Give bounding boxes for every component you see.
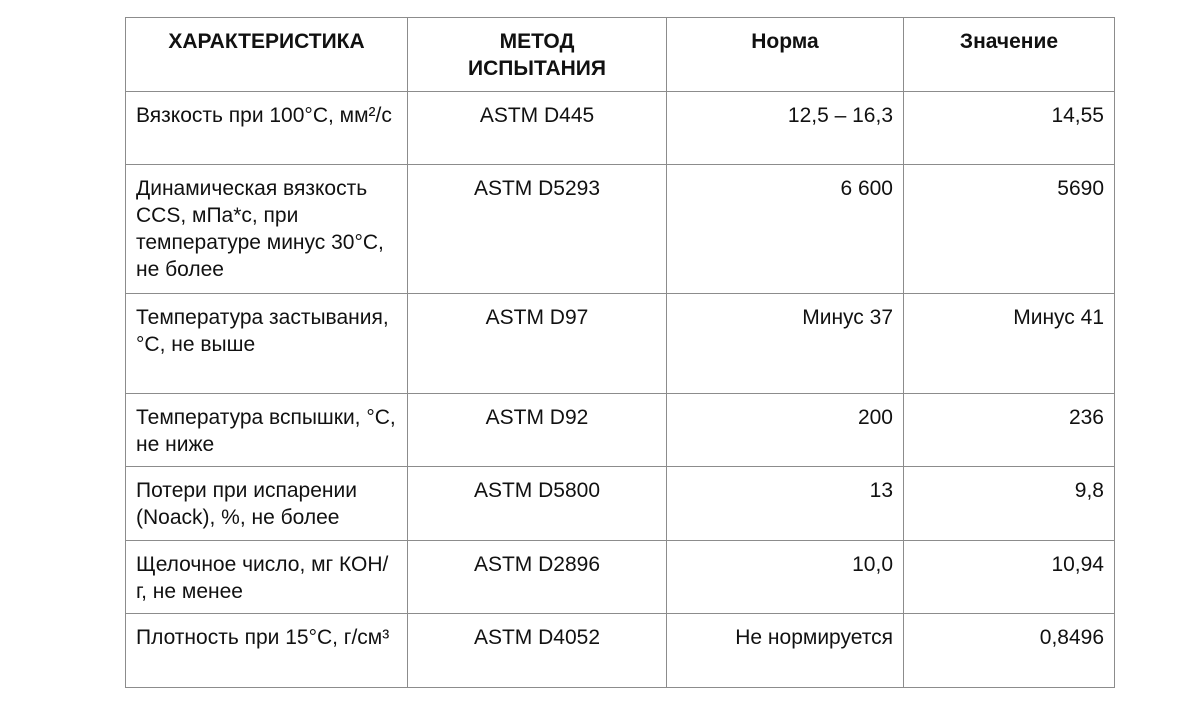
cell-value: 236: [904, 394, 1115, 467]
cell-value: 14,55: [904, 92, 1115, 165]
cell-norm: 200: [667, 394, 904, 467]
cell-test-method: ASTM D92: [408, 394, 667, 467]
header-test-method-line2: ИСПЫТАНИЯ: [468, 57, 606, 80]
cell-test-method: ASTM D4052: [408, 614, 667, 688]
cell-value: 10,94: [904, 541, 1115, 614]
cell-value: 5690: [904, 165, 1115, 294]
cell-value: 9,8: [904, 467, 1115, 541]
cell-value: Минус 41: [904, 294, 1115, 394]
header-norm: Норма: [667, 18, 904, 92]
cell-characteristic: Температура застывания, °С, не выше: [126, 294, 408, 394]
table-row: [126, 467, 1115, 541]
table-row: [126, 614, 1115, 688]
specifications-table: [125, 17, 1115, 688]
cell-characteristic: Плотность при 15°С, г/см³: [126, 614, 408, 688]
cell-value: 0,8496: [904, 614, 1115, 688]
cell-test-method: ASTM D97: [408, 294, 667, 394]
table-row: [126, 165, 1115, 294]
header-test-method-line1: МЕТОД: [499, 30, 575, 53]
cell-characteristic: Вязкость при 100°С, мм²/с: [126, 92, 408, 165]
table-row: [126, 294, 1115, 394]
cell-test-method: ASTM D2896: [408, 541, 667, 614]
cell-characteristic: Щелочное число, мг КОН/г, не менее: [126, 541, 408, 614]
cell-norm: Минус 37: [667, 294, 904, 394]
header-test-method: [408, 18, 667, 92]
cell-test-method: ASTM D5293: [408, 165, 667, 294]
cell-characteristic: Динамическая вязкость CCS, мПа*с, при температуре минус 30°С, не более: [126, 165, 408, 294]
cell-norm: 10,0: [667, 541, 904, 614]
cell-test-method: ASTM D5800: [408, 467, 667, 541]
header-characteristic: ХАРАКТЕРИСТИКА: [126, 18, 408, 92]
table-row: [126, 92, 1115, 165]
cell-characteristic: Температура вспышки, °С, не ниже: [126, 394, 408, 467]
header-value: Значение: [904, 18, 1115, 92]
cell-norm: 6 600: [667, 165, 904, 294]
cell-test-method: ASTM D445: [408, 92, 667, 165]
cell-norm: 13: [667, 467, 904, 541]
cell-norm: 12,5 – 16,3: [667, 92, 904, 165]
table-row: [126, 394, 1115, 467]
table-row: [126, 541, 1115, 614]
cell-characteristic: Потери при испарении (Noack), %, не более: [126, 467, 408, 541]
cell-norm: Не нормируется: [667, 614, 904, 688]
table-header-row: [126, 18, 1115, 92]
